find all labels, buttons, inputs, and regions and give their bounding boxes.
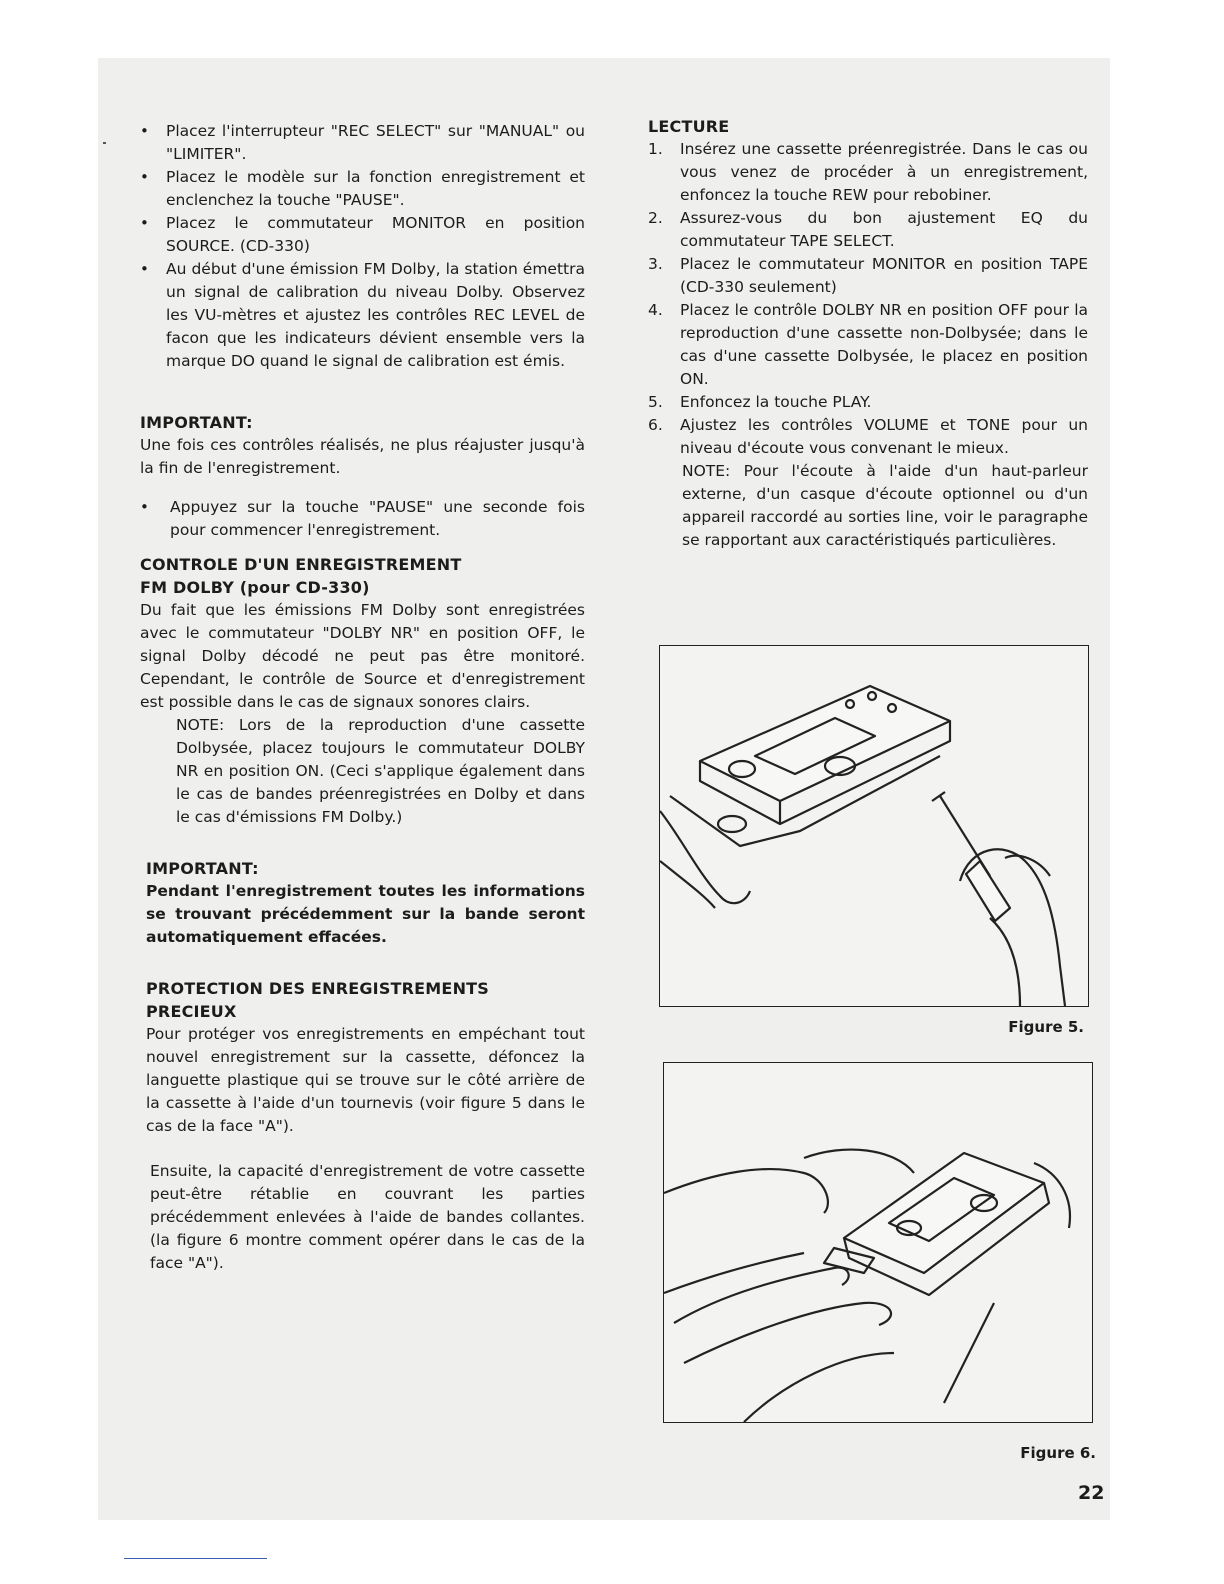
important-heading-1: IMPORTANT: <box>140 413 253 432</box>
step-text: Assurez-vous du bon ajustement EQ du commutateur TAPE SELECT. <box>680 209 1088 250</box>
lecture-step-2 <box>648 207 1088 253</box>
left-column <box>140 120 585 1275</box>
lecture-step-1 <box>648 138 1088 207</box>
step-number: 3. <box>648 255 663 273</box>
important-heading-2: IMPORTANT: <box>146 859 259 878</box>
bullet-fm-dolby-calibration: • Au début d'une émission FM Dolby, la station émettra un signal de calibration du niveau Dolby. Observez les VU-mètres et ajustez les contrôles REC LEVEL de facon que les indicateurs dévient ensemble vers la marque DO quand le signal de calibration est émis. <box>140 258 585 373</box>
figure-6-caption: Figure 6. <box>1020 1444 1096 1462</box>
section-heading-fm-dolby-1: CONTROLE D'UN ENREGISTREMENT <box>140 555 462 574</box>
lecture-step-4 <box>648 299 1088 391</box>
lecture-heading: LECTURE <box>648 117 730 136</box>
section-text-protection-1: Pour protéger vos enregistrements en empéchant tout nouvel enregistrement sur la cassette, défoncez la languette plastique qui se trouve sur le côté arrière de la cassette à l'aide d'un tournevis (voir figure 5 dans le cas de la face "A"). <box>146 1025 585 1135</box>
step-text: Placez le contrôle DOLBY NR en position OFF pour la reproduction d'une cassette non-Dolbysée; dans le cas d'une cassette Dolbysée, le placez en position ON. <box>680 301 1088 388</box>
figure-6-frame <box>663 1062 1093 1423</box>
blue-underline <box>124 1558 267 1559</box>
figure-6-illustration <box>664 1063 1092 1422</box>
important-text-2: Pendant l'enregistrement toutes les informations se trouvant précédemment sur la bande seront automatiquement effacées. <box>146 882 585 946</box>
step-number: 1. <box>648 140 663 158</box>
important-text-1: Une fois ces contrôles réalisés, ne plus réajuster jusqu'à la fin de l'enregistrement. <box>140 436 585 477</box>
step-number: 4. <box>648 301 663 319</box>
section-heading-fm-dolby-2: FM DOLBY (pour CD-330) <box>140 578 370 597</box>
lecture-step-3 <box>648 253 1088 299</box>
bullet-pause-again: • Appuyez sur la touche "PAUSE" une seconde fois pour commencer l'enregistrement. <box>140 496 585 542</box>
bullet-pause-mode: • Placez le modèle sur la fonction enregistrement et enclenchez la touche "PAUSE". <box>140 166 585 212</box>
step-number: 2. <box>648 209 663 227</box>
step-text: Ajustez les contrôles VOLUME et TONE pour un niveau d'écoute vous convenant le mieux. <box>680 416 1088 457</box>
step-number: 6. <box>648 416 663 434</box>
section-text-fm-dolby: Du fait que les émissions FM Dolby sont enregistrées avec le commutateur "DOLBY NR" en position OFF, le signal Dolby décodé ne peut pas être monitoré. Cependant, le contrôle de Source et d'enregistrement est possible dans le cas de signaux sonores clairs. <box>140 601 585 711</box>
lecture-step-5 <box>648 391 1088 414</box>
figure-5-illustration <box>660 646 1088 1006</box>
figure-5-frame <box>659 645 1089 1007</box>
bullet-rec-select: • Placez l'interrupteur "REC SELECT" sur "MANUAL" ou "LIMITER". <box>140 120 585 166</box>
right-column <box>648 115 1088 552</box>
speck-mark <box>103 142 106 144</box>
section-heading-protection-1: PROTECTION DES ENREGISTREMENTS <box>146 979 489 998</box>
section-text-protection-2: Ensuite, la capacité d'enregistrement de votre cassette peut-être rétablie en couvrant les parties précédemment enlevées à l'aide de bandes collantes. (la figure 6 montre comment opérer dans le cas de la face "A"). <box>150 1162 585 1272</box>
step-number: 5. <box>648 393 663 411</box>
lecture-step-6 <box>648 414 1088 460</box>
step-text: Insérez une cassette préenregistrée. Dans le cas ou vous venez de procéder à un enregistrement, enfoncez la touche REW pour rebobiner. <box>680 140 1088 204</box>
step-text: Enfoncez la touche PLAY. <box>680 393 872 411</box>
step-text: Placez le commutateur MONITOR en position TAPE (CD-330 seulement) <box>680 255 1088 296</box>
bullet-monitor-source: • Placez le commutateur MONITOR en position SOURCE. (CD-330) <box>140 212 585 258</box>
page-number: 22 <box>1078 1482 1105 1504</box>
lecture-note: NOTE: Pour l'écoute à l'aide d'un haut-parleur externe, d'un casque d'écoute optionnel ou d'un appareil raccordé au sorties line, voir le paragraphe se rapportant aux caractéristiqués particulières. <box>682 462 1088 549</box>
section-heading-protection-2: PRECIEUX <box>146 1002 237 1021</box>
figure-5-caption: Figure 5. <box>1008 1018 1084 1036</box>
section-note-fm-dolby: NOTE: Lors de la reproduction d'une cassette Dolbysée, placez toujours le commutateur DOLBY NR en position ON. (Ceci s'applique également dans le cas de bandes préenregistrées en Dolby et dans le cas d'émissions FM Dolby.) <box>176 716 585 826</box>
